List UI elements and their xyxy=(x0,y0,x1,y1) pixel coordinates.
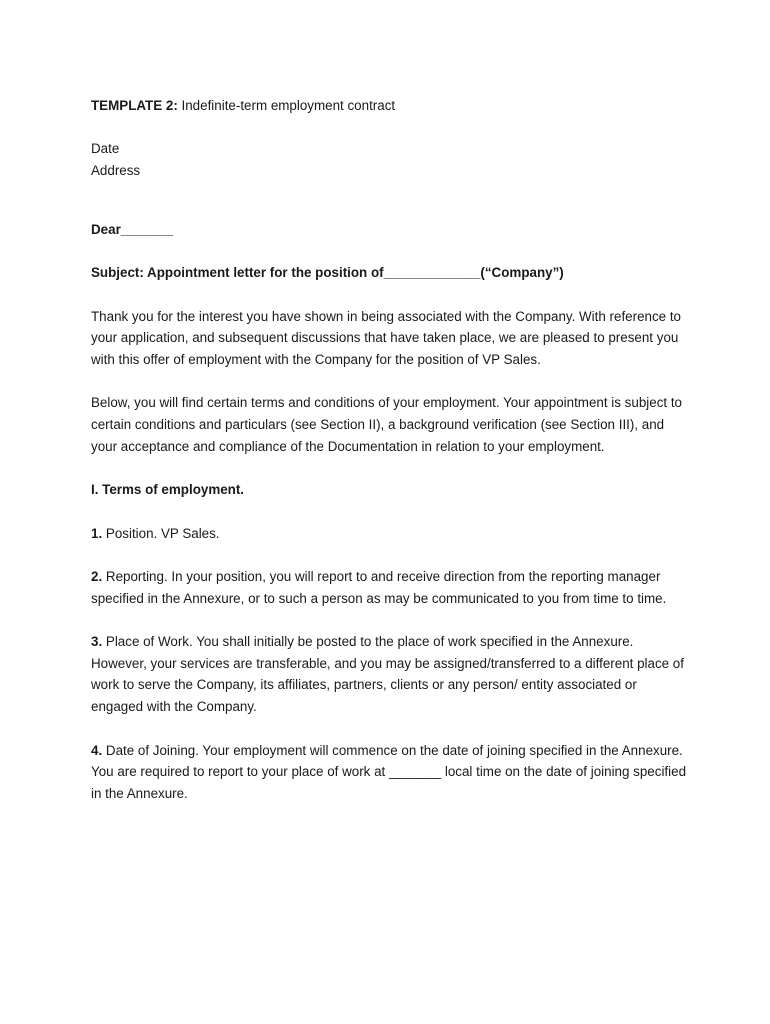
list-item xyxy=(91,740,691,805)
terms-paragraph: Below, you will find certain terms and conditions of your employment. Your appointment is subject to certain conditions and particulars (see Section II), a background verification (see Section III), and your acceptance and compliance of the Documentation in relation to your employment. xyxy=(91,395,682,454)
item-number: 4. xyxy=(91,742,103,758)
document-page xyxy=(91,95,691,826)
list-item xyxy=(91,566,691,609)
item-text: Date of Joining. Your employment will commence on the date of joining specified in the Annexure. You are required to report to your place of work at _______ local time on the date of joining specified in the Annexure. xyxy=(91,742,687,801)
item-number: 1. xyxy=(91,525,103,541)
item-number: 2. xyxy=(91,568,103,584)
document-title xyxy=(91,95,691,117)
list-item xyxy=(91,523,691,545)
salutation: Dear_______ xyxy=(91,221,173,237)
section-heading: I. Terms of employment. xyxy=(91,482,245,498)
address-label: Address xyxy=(91,163,141,179)
list-item xyxy=(91,631,691,718)
subject-line: Subject: Appointment letter for the position of_____________(“Company”) xyxy=(91,265,564,281)
item-text: Position. VP Sales. xyxy=(102,525,220,541)
date-label: Date xyxy=(91,141,120,157)
intro-paragraph: Thank you for the interest you have shown in being associated with the Company. With reference to your application, and subsequent discussions that have taken place, we are pleased to present you with this offer of employment with the Company for the position of VP Sales. xyxy=(91,308,682,367)
title-prefix: TEMPLATE 2: xyxy=(91,98,178,113)
item-text: Reporting. In your position, you will report to and receive direction from the reporting manager specified in the Annexure, or to such a person as may be communicated to you from time to time. xyxy=(91,568,667,606)
item-number: 3. xyxy=(91,634,103,650)
item-text: Place of Work. You shall initially be posted to the place of work specified in the Annexure. However, your services are transferable, and you may be assigned/transferred to a different place of work to serve the Company, its affiliates, partners, clients or any person/ entity associated or engaged with the Company. xyxy=(91,634,684,715)
title-text: Indefinite-term employment contract xyxy=(177,98,396,113)
